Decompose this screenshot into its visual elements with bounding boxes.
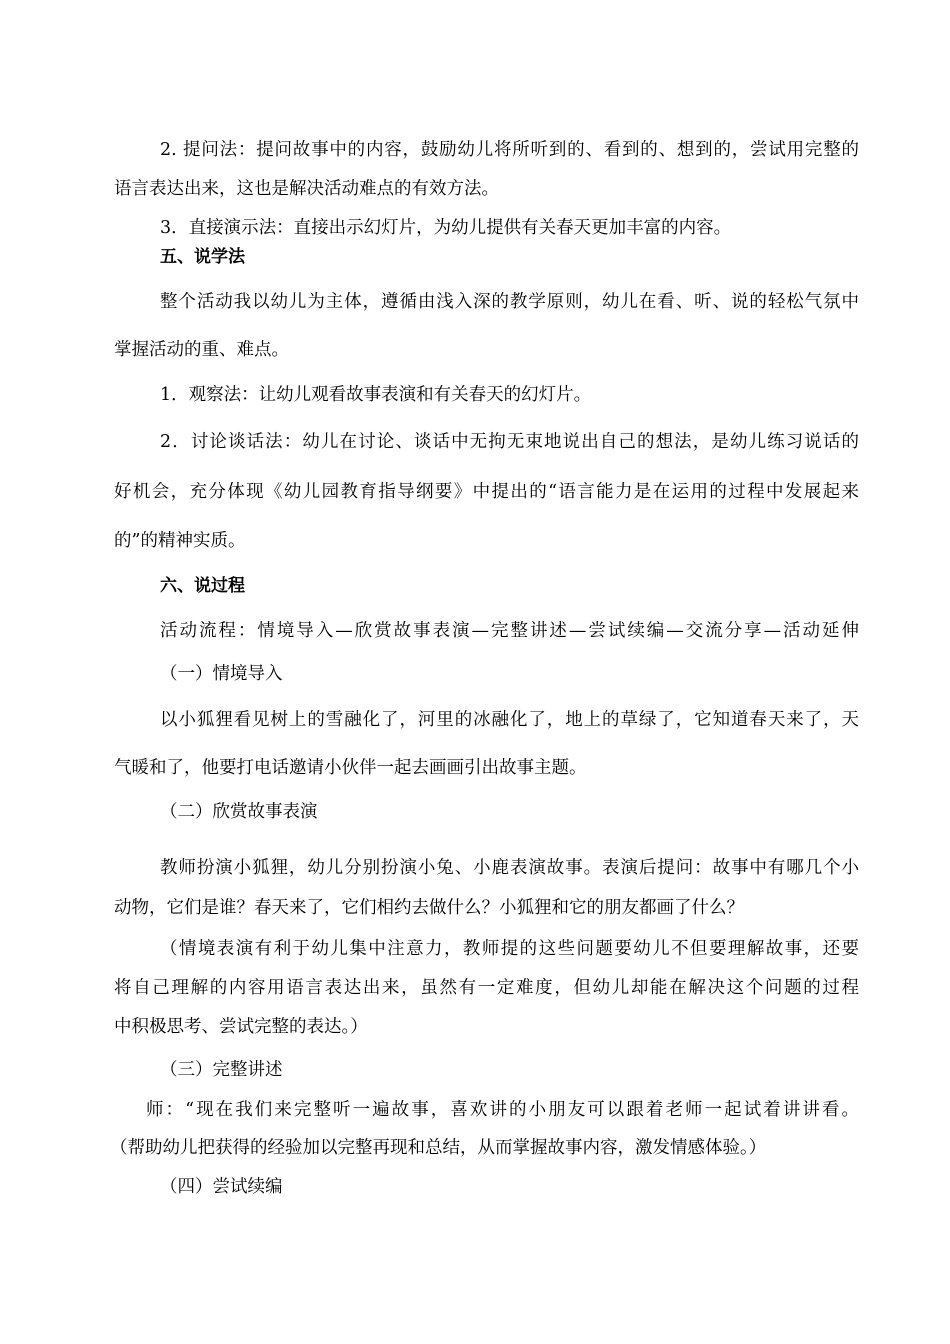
paragraph-line: 师：“现在我们来完整听一遍故事，喜欢讲的小朋友可以跟着老师一起试着讲讲看。 <box>146 1100 859 1120</box>
subsection-heading: （一）情境导入 <box>160 664 283 684</box>
paragraph-line: 整个活动我以幼儿为主体，遵循由浅入深的教学原则，幼儿在看、听、说的轻松气氛中 <box>160 292 859 312</box>
paragraph-line: 的”的精神实质。 <box>114 531 246 551</box>
paragraph-line: 好机会，充分体现《幼儿园教育指导纲要》中提出的“语言能力是在运用的过程中发展起来 <box>114 482 859 502</box>
paragraph-line: 气暖和了，他要打电话邀请小伙伴一起去画画引出故事主题。 <box>114 758 587 778</box>
paragraph-line: 3．直接演示法：直接出示幻灯片，为幼儿提供有关春天更加丰富的内容。 <box>160 218 732 238</box>
paragraph-line: 以小狐狸看见树上的雪融化了，河里的冰融化了，地上的草绿了，它知道春天来了，天 <box>160 710 859 730</box>
paragraph-line: （帮助幼儿把获得的经验加以完整再现和总结，从而掌握故事内容，激发情感体验。） <box>110 1138 767 1158</box>
section-heading: 六、说过程 <box>160 576 245 596</box>
subsection-heading: （二）欣赏故事表演 <box>160 802 318 822</box>
paragraph-line: 动物，它们是谁？春天来了，它们相约去做什么？小狐狸和它的朋友都画了什么？ <box>114 898 744 918</box>
paragraph-line: 中积极思考、尝试完整的表达。） <box>114 1017 368 1037</box>
paragraph-line: 教师扮演小狐狸，幼儿分别扮演小兔、小鹿表演故事。表演后提问：故事中有哪几个小 <box>160 858 859 878</box>
paragraph-line: 2. 提问法：提问故事中的内容，鼓励幼儿将所听到的、看到的、想到的，尝试用完整的 <box>160 140 859 160</box>
paragraph-line: 掌握活动的重、难点。 <box>114 340 289 360</box>
subsection-heading: （四）尝试续编 <box>160 1177 283 1197</box>
paragraph-line: 2．讨论谈话法：幼儿在讨论、谈话中无拘无束地说出自己的想法，是幼儿练习说话的 <box>160 432 859 452</box>
paragraph-line: （情境表演有利于幼儿集中注意力，教师提的这些问题要幼儿不但要理解故事，还要 <box>160 939 859 959</box>
subsection-heading: （三）完整讲述 <box>160 1060 283 1080</box>
paragraph-line: 1．观察法：让幼儿观看故事表演和有关春天的幻灯片。 <box>160 385 592 405</box>
section-heading: 五、说学法 <box>160 247 245 267</box>
paragraph-line: 语言表达出来，这也是解决活动难点的有效方法。 <box>114 179 499 199</box>
paragraph-line: 将自己理解的内容用语言表达出来，虽然有一定难度，但幼儿却能在解决这个问题的过程 <box>114 978 859 998</box>
paragraph-line: 活动流程：情境导入—欣赏故事表演—完整讲述—尝试续编—交流分享—活动延伸 <box>160 621 859 641</box>
